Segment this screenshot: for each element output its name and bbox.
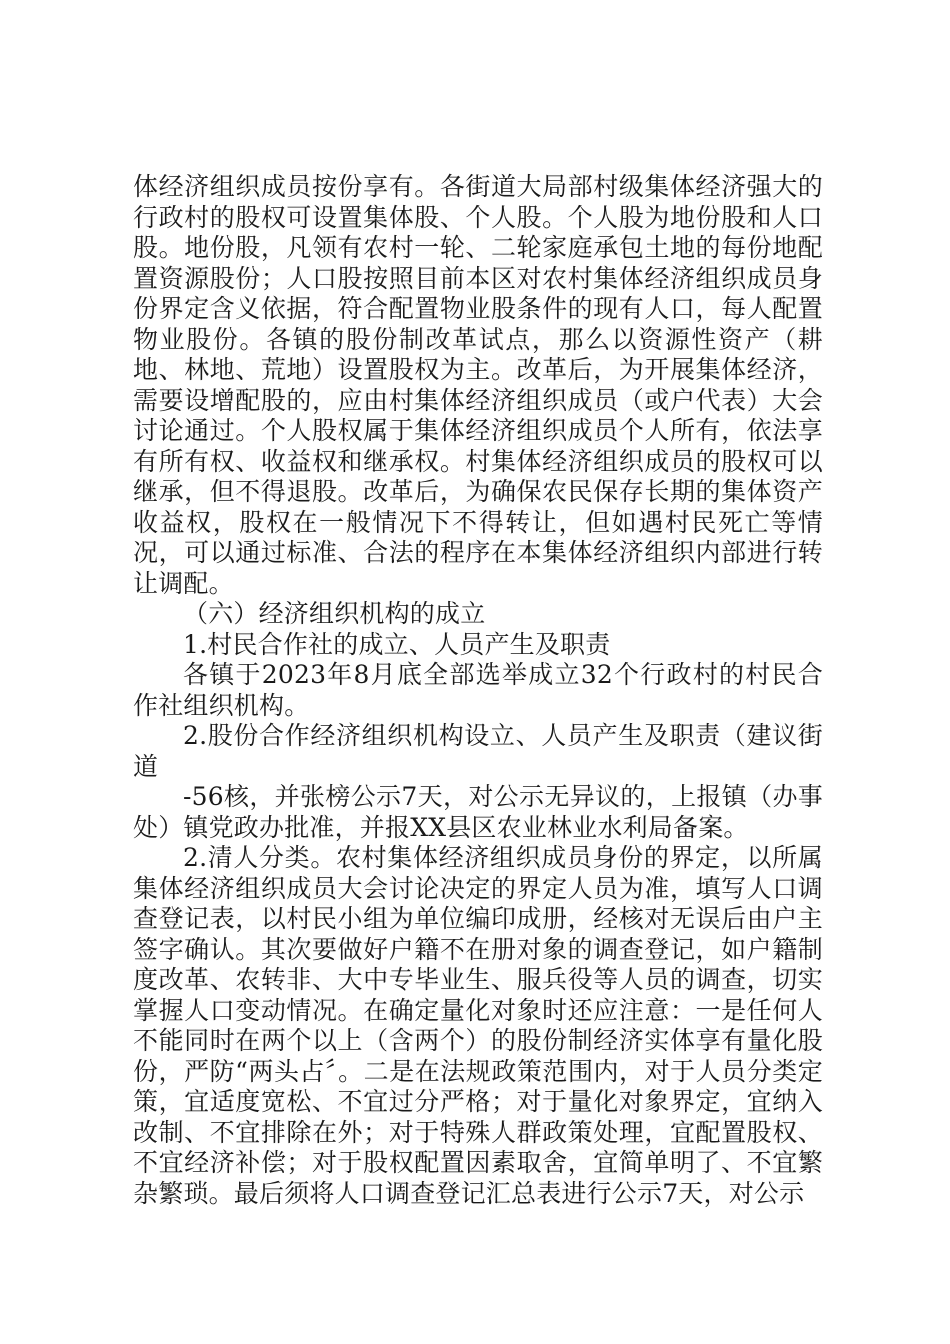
document-body [133,172,823,1209]
paragraph-continuation: 体经济组织成员按份享有。各街道大局部村级集体经济强大的行政村的股权可设置集体股、个人股。个人股为地份股和人口股。地份股，凡领有农村一轮、二轮家庭承包土地的每份地配置资源股份；人口股按照目前本区对农村集体经济组织成员身份界定含义依据，符合配置物业股条件的现有人口，每人配置物业股份。各镇的股份制改革试点，那么以资源性资产（耕地、林地、荒地）设置股权为主。改革后，为开展集体经济，需要设增配股的，应由村集体经济组织成员（或户代表）大会讨论通过。个人股权属于集体经济组织成员个人所有，依法享有所有权、收益权和继承权。村集体经济组织成员的股权可以继承，但不得退股。改革后，为确保农民保存长期的集体资产收益权，股权在一般情况下不得转让，但如遇村民死亡等情况，可以通过标准、合法的程序在本集体经济组织内部进行转让调配。 [133,172,823,598]
section-heading: （六）经济组织机构的成立 [183,599,486,628]
paragraph: 2.清人分类。农村集体经济组织成员身份的界定，以所属集体经济组织成员大会讨论决定的界定人员为准，填写人口调查登记表，以村民小组为单位编印成册，经核对无误后由户主签字确认。其次要做好户籍不在册对象的调查登记，如户籍制度改革、农转非、大中专毕业生、服兵役等人员的调查，切实掌握人口变动情况。在确定量化对象时还应注意：一是任何人不能同时在两个以上（含两个）的股份制经济实体享有量化股份，严防“两头占〞。二是在法规政策范围内，对于人员分类定策，宜适度宽松、不宜过分严格；对于量化对象界定，宜纳入改制、不宜排除在外；对于特殊人群政策处理，宜配置股权、不宜经济补偿；对于股权配置因素取舍，宜简单明了、不宜繁杂繁琐。最后须将人口调查登记汇总表进行公示7天，对公示 [133,843,823,1208]
subsection-heading-2: 2.股份合作经济组织机构设立、人员产生及职责（建议街道 [133,721,823,781]
subsection-heading-1: 1.村民合作社的成立、人员产生及职责 [183,629,611,659]
paragraph: -56核，并张榜公示7天，对公示无异议的，上报镇（办事处）镇党政办批准，并报XX县区农业林业水利局备案。 [133,782,823,842]
paragraph: 各镇于2023年8月底全部选举成立32个行政村的村民合作社组织机构。 [133,660,823,720]
